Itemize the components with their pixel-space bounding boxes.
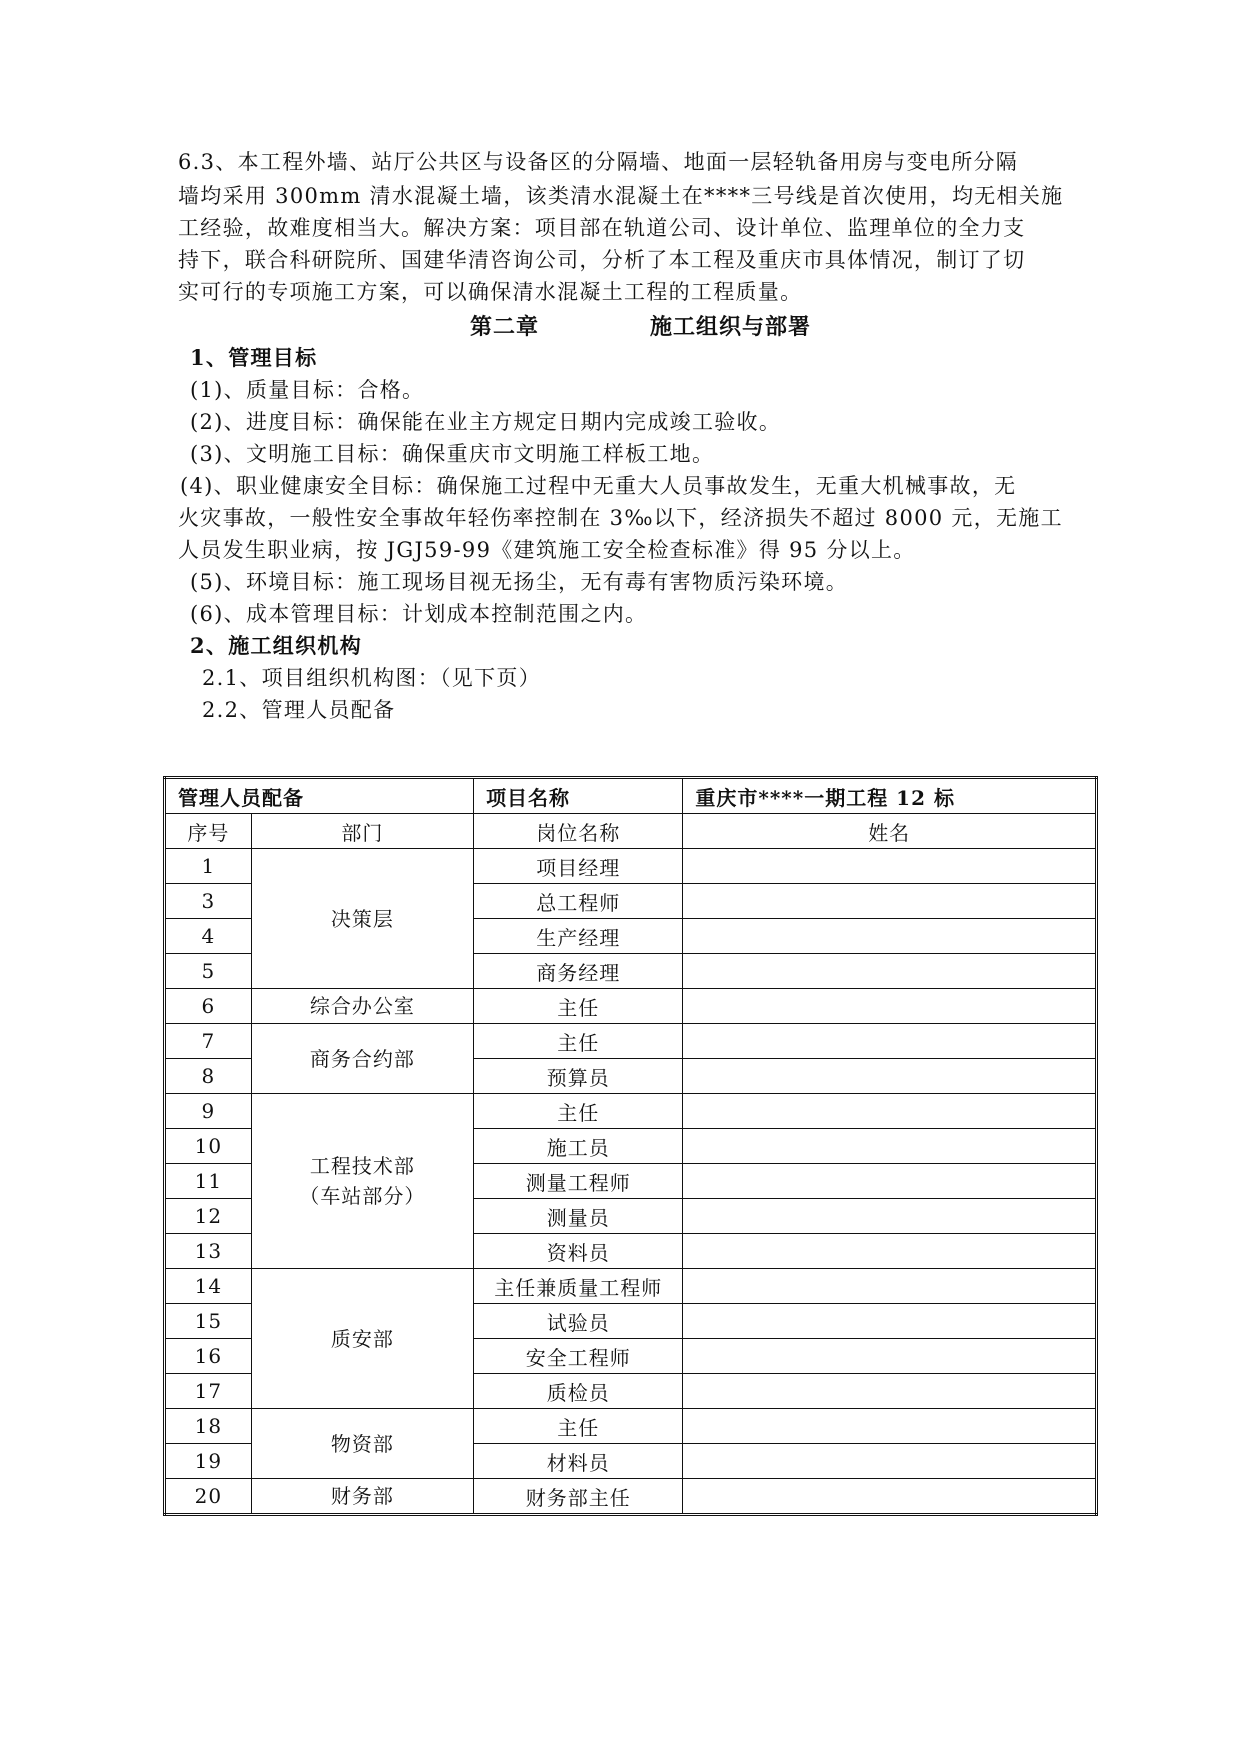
cell-position: 主任	[474, 1409, 683, 1444]
section-2-1: 2.1、项目组织机构图：（见下页）	[202, 666, 541, 690]
cell-name	[683, 849, 1097, 884]
cell-no: 1	[165, 849, 252, 884]
table-row	[165, 1094, 1097, 1129]
table-row	[165, 989, 1097, 1024]
intro-line-3: 工经验，故难度相当大。解决方案：项目部在轨道公司、设计单位、监理单位的全力支	[178, 216, 1026, 240]
cell-name	[683, 919, 1097, 954]
cell-name	[683, 1304, 1097, 1339]
intro-line-2: 墙均采用 300mm 清水混凝土墙，该类清水混凝土在****三号线是首次使用，均无相关施	[178, 184, 1064, 208]
cell-no: 3	[165, 884, 252, 919]
department-name-line: （车站部分）	[299, 1184, 426, 1208]
cell-no: 7	[165, 1024, 252, 1059]
cell-position: 测量工程师	[474, 1164, 683, 1199]
cell-position: 主任	[474, 1024, 683, 1059]
column-header-department: 部门	[251, 814, 473, 849]
cell-position: 测量员	[474, 1199, 683, 1234]
cell-name	[683, 1409, 1097, 1444]
cell-no: 19	[165, 1444, 252, 1479]
section-2-heading: 2、施工组织机构	[190, 633, 363, 658]
goal-item-5: (5)、环境目标：施工现场目视无扬尘，无有毒有害物质污染环境。	[190, 570, 849, 594]
cell-name	[683, 1059, 1097, 1094]
cell-name	[683, 1199, 1097, 1234]
intro-line-1: 6.3、本工程外墙、站厅公共区与设备区的分隔墙、地面一层轻轨备用房与变电所分隔	[178, 150, 1019, 174]
cell-no: 13	[165, 1234, 252, 1269]
cell-no: 12	[165, 1199, 252, 1234]
cell-no: 4	[165, 919, 252, 954]
cell-no: 10	[165, 1129, 252, 1164]
project-label: 项目名称	[474, 778, 683, 814]
cell-no: 5	[165, 954, 252, 989]
table-row	[165, 849, 1097, 884]
cell-department	[251, 1409, 473, 1479]
column-header-no: 序号	[165, 814, 252, 849]
cell-position: 施工员	[474, 1129, 683, 1164]
cell-name	[683, 1444, 1097, 1479]
goal-item-3: (3)、文明施工目标：确保重庆市文明施工样板工地。	[190, 442, 715, 466]
cell-name	[683, 1374, 1097, 1409]
column-header-position: 岗位名称	[474, 814, 683, 849]
intro-line-5: 实可行的专项施工方案，可以确保清水混凝土工程的工程质量。	[178, 280, 803, 304]
cell-name	[683, 1164, 1097, 1199]
cell-no: 8	[165, 1059, 252, 1094]
intro-line-4: 持下，联合科研院所、国建华清咨询公司，分析了本工程及重庆市具体情况，制订了切	[178, 248, 1026, 272]
cell-name	[683, 1339, 1097, 1374]
cell-department	[251, 989, 473, 1024]
table-row	[165, 1409, 1097, 1444]
table-title-row	[165, 778, 1097, 814]
cell-no: 6	[165, 989, 252, 1024]
section-1-heading: 1、管理目标	[190, 345, 318, 370]
goal-item-4-line-2: 火灾事故，一般性安全事故年轻伤率控制在 3‰以下，经济损失不超过 8000 元，无施工	[178, 506, 1063, 530]
goal-item-4-line-1: (4)、职业健康安全目标：确保施工过程中无重大人员事故发生，无重大机械事故，无	[180, 474, 1017, 498]
cell-no: 15	[165, 1304, 252, 1339]
table-column-header-row	[165, 814, 1097, 849]
cell-position: 商务经理	[474, 954, 683, 989]
cell-position: 主任兼质量工程师	[474, 1269, 683, 1304]
cell-department	[251, 1479, 473, 1515]
cell-position: 项目经理	[474, 849, 683, 884]
department-name-line: 质安部	[330, 1326, 394, 1351]
cell-name	[683, 1269, 1097, 1304]
staff-table	[163, 776, 1098, 1516]
table-title: 管理人员配备	[165, 778, 474, 814]
cell-position: 安全工程师	[474, 1339, 683, 1374]
cell-name	[683, 1234, 1097, 1269]
cell-name	[683, 1479, 1097, 1515]
table-row	[165, 1479, 1097, 1515]
cell-name	[683, 1024, 1097, 1059]
goal-item-6: (6)、成本管理目标：计划成本控制范围之内。	[190, 602, 648, 626]
chapter-number: 第二章	[470, 314, 540, 340]
cell-position: 主任	[474, 989, 683, 1024]
cell-department	[251, 1094, 473, 1269]
cell-no: 14	[165, 1269, 252, 1304]
cell-position: 生产经理	[474, 919, 683, 954]
cell-name	[683, 989, 1097, 1024]
section-2-2: 2.2、管理人员配备	[202, 698, 396, 722]
goal-item-1: (1)、质量目标：合格。	[190, 378, 425, 402]
cell-name	[683, 1129, 1097, 1164]
department-name-line: 综合办公室	[309, 994, 415, 1018]
cell-position: 财务部主任	[474, 1479, 683, 1515]
cell-no: 11	[165, 1164, 252, 1199]
cell-no: 9	[165, 1094, 252, 1129]
cell-no: 20	[165, 1479, 252, 1515]
cell-position: 试验员	[474, 1304, 683, 1339]
department-name-line: 决策层	[330, 906, 394, 931]
cell-no: 16	[165, 1339, 252, 1374]
cell-name	[683, 1094, 1097, 1129]
cell-position: 资料员	[474, 1234, 683, 1269]
cell-no: 18	[165, 1409, 252, 1444]
cell-position: 预算员	[474, 1059, 683, 1094]
goal-item-2: (2)、进度目标：确保能在业主方规定日期内完成竣工验收。	[190, 410, 782, 434]
cell-department	[251, 1269, 473, 1409]
cell-position: 主任	[474, 1094, 683, 1129]
department-name-line: 商务合约部	[309, 1046, 415, 1071]
chapter-title: 施工组织与部署	[650, 314, 812, 340]
goal-item-4-line-3: 人员发生职业病，按 JGJ59-99《建筑施工安全检查标准》得 95 分以上。	[178, 538, 916, 562]
cell-name	[683, 954, 1097, 989]
table-row	[165, 1269, 1097, 1304]
cell-position: 材料员	[474, 1444, 683, 1479]
cell-position: 总工程师	[474, 884, 683, 919]
project-name: 重庆市****一期工程 12 标	[683, 778, 1097, 814]
table-row	[165, 1024, 1097, 1059]
department-name-line: 工程技术部	[309, 1154, 415, 1178]
department-name-line: 物资部	[330, 1431, 394, 1456]
cell-department	[251, 1024, 473, 1094]
cell-no: 17	[165, 1374, 252, 1409]
department-name-line: 财务部	[330, 1484, 394, 1508]
column-header-name: 姓名	[683, 814, 1097, 849]
cell-position: 质检员	[474, 1374, 683, 1409]
cell-name	[683, 884, 1097, 919]
cell-department	[251, 849, 473, 989]
